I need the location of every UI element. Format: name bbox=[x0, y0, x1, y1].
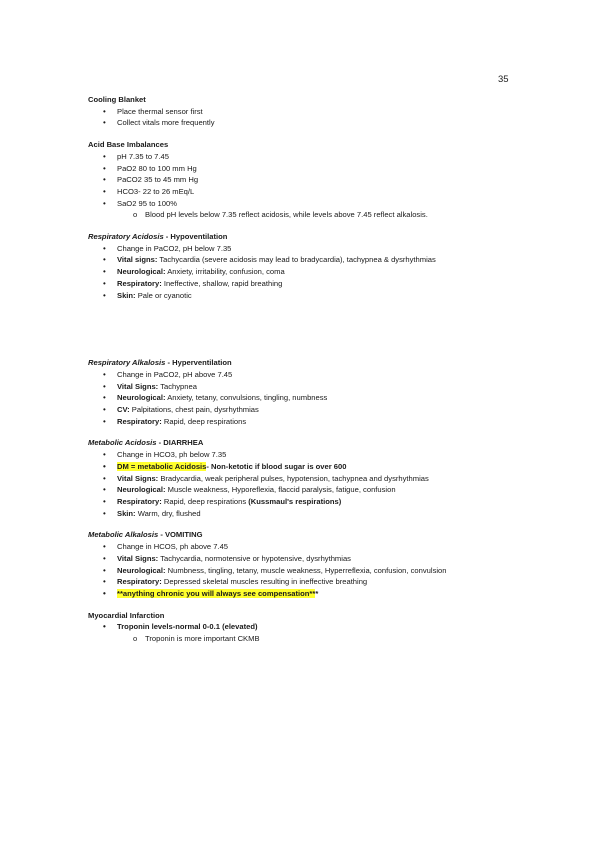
item-text: Tachycardia, normotensive or hypotensive, dysrhythmias bbox=[158, 553, 351, 563]
list-item: • PaCO2 35 to 45 mm Hg bbox=[88, 174, 528, 186]
list-item bbox=[88, 565, 528, 577]
item-text: Rapid, deep respirations bbox=[161, 416, 247, 426]
highlighted-text: **anything chronic you will always see compensation** bbox=[117, 588, 316, 598]
section-respiratory-acidosis bbox=[88, 231, 528, 301]
heading-rest: - Hyperventilation bbox=[165, 358, 232, 368]
item-label: Neurological: bbox=[117, 267, 166, 277]
item-text: * bbox=[315, 588, 319, 598]
heading-acid-base: Acid Base Imbalances bbox=[88, 140, 169, 150]
list-item bbox=[88, 290, 528, 302]
list-item: • Change in PaCO2, pH below 7.35 bbox=[88, 243, 528, 255]
item-label: Respiratory: bbox=[117, 496, 162, 506]
item-label: Neurological: bbox=[117, 393, 166, 403]
item-label: Respiratory: bbox=[117, 577, 162, 587]
item-text: - Non-ketotic if blood sugar is over 600 bbox=[206, 461, 347, 471]
mi-list bbox=[88, 621, 528, 644]
item-bold-text: (Kussmaul's respirations) bbox=[248, 496, 342, 506]
list-item bbox=[88, 484, 528, 496]
cooling-list bbox=[88, 106, 528, 129]
document-body bbox=[88, 94, 528, 655]
item-label: Vital Signs: bbox=[117, 381, 159, 391]
item-text: Depressed skeletal muscles resulting in ineffective breathing bbox=[161, 577, 368, 587]
page-number: 35 bbox=[498, 74, 509, 85]
list-item bbox=[88, 588, 528, 600]
list-item bbox=[88, 496, 528, 508]
list-item bbox=[88, 461, 528, 473]
section-metabolic-alkalosis bbox=[88, 529, 528, 599]
heading-em: Metabolic Alkalosis bbox=[88, 530, 159, 540]
item-text: Rapid, deep respirations bbox=[161, 496, 249, 506]
list-item bbox=[88, 473, 528, 485]
list-item: • PaO2 80 to 100 mm Hg bbox=[88, 163, 528, 175]
section-respiratory-alkalosis bbox=[88, 357, 528, 427]
heading-cooling-blanket: Cooling Blanket bbox=[88, 95, 146, 104]
list-item bbox=[88, 266, 528, 278]
item-label: Vital signs: bbox=[117, 255, 158, 265]
heading-myocardial-infarction: Myocardial Infarction bbox=[88, 610, 165, 620]
metabolic-acidosis-list bbox=[88, 449, 528, 519]
item-label: Neurological: bbox=[117, 485, 166, 495]
item-label: Vital Signs: bbox=[117, 553, 159, 563]
item-text: Ineffective, shallow, rapid breathing bbox=[161, 278, 283, 288]
list-item bbox=[88, 416, 528, 428]
heading-rest: - VOMITING bbox=[158, 530, 203, 540]
heading-respiratory-acidosis bbox=[88, 231, 528, 243]
acid-base-list bbox=[88, 151, 528, 221]
item-text: Muscle weakness, Hyporeflexia, flaccid paralysis, fatigue, confusion bbox=[165, 485, 396, 495]
list-item: • Change in HCO3, ph below 7.35 bbox=[88, 449, 528, 461]
list-item bbox=[88, 254, 528, 266]
item-label: Skin: bbox=[117, 290, 136, 300]
item-label: Respiratory: bbox=[117, 416, 162, 426]
item-text: Tachypnea bbox=[158, 381, 197, 391]
item-label: Skin: bbox=[117, 508, 136, 518]
heading-metabolic-alkalosis bbox=[88, 529, 528, 541]
item-text: Anxiety, tetany, convulsions, tingling, numbness bbox=[165, 393, 328, 403]
list-item bbox=[88, 404, 528, 416]
heading-em: Respiratory Alkalosis bbox=[88, 358, 166, 368]
item-text: Pale or cyanotic bbox=[135, 290, 192, 300]
item-text: Numbness, tingling, tetany, muscle weakness, Hyperreflexia, confusion, convulsion bbox=[165, 565, 447, 575]
item-label: Vital Signs: bbox=[117, 473, 159, 483]
item-label: Respiratory: bbox=[117, 278, 162, 288]
list-item: • pH 7.35 to 7.45 bbox=[88, 151, 528, 163]
item-text: Tachycardia (severe acidosis may lead to bradycardia), tachypnea & dysrhythmias bbox=[157, 255, 436, 265]
item-label: CV: bbox=[117, 405, 130, 415]
sub-list-item: o Blood pH levels below 7.35 reflect acidosis, while levels above 7.45 reflect alkalosis. bbox=[88, 209, 528, 221]
item-text: Warm, dry, flushed bbox=[135, 508, 201, 518]
list-item bbox=[88, 392, 528, 404]
heading-em: Respiratory Acidosis bbox=[88, 232, 164, 242]
list-item bbox=[88, 553, 528, 565]
list-item: • Troponin levels-normal 0-0.1 (elevated) bbox=[88, 621, 528, 633]
list-item bbox=[88, 278, 528, 290]
heading-rest: - DIARRHEA bbox=[156, 438, 204, 448]
item-text: Bradycardia, weak peripheral pulses, hypotension, tachypnea and dysrhythmias bbox=[158, 473, 429, 483]
highlighted-text: DM = metabolic Acidosis bbox=[117, 461, 207, 471]
respiratory-alkalosis-list bbox=[88, 369, 528, 428]
blank-space bbox=[88, 311, 528, 357]
list-item bbox=[88, 576, 528, 588]
section-cooling-blanket bbox=[88, 94, 528, 129]
list-item: • Change in HCOS, ph above 7.45 bbox=[88, 541, 528, 553]
list-item: • Place thermal sensor first bbox=[88, 106, 528, 118]
list-item: • Collect vitals more frequently bbox=[88, 117, 528, 129]
section-acid-base bbox=[88, 139, 528, 221]
list-item: • HCO3- 22 to 26 mEq/L bbox=[88, 186, 528, 198]
heading-rest: - Hypoventilation bbox=[163, 232, 228, 242]
list-item: • Change in PaCO2, pH above 7.45 bbox=[88, 369, 528, 381]
metabolic-alkalosis-list bbox=[88, 541, 528, 600]
list-item bbox=[88, 508, 528, 520]
heading-metabolic-acidosis bbox=[88, 437, 528, 449]
item-text: Anxiety, irritability, confusion, coma bbox=[165, 267, 285, 277]
list-item bbox=[88, 381, 528, 393]
sub-list-item: o Troponin is more important CKMB bbox=[88, 633, 528, 645]
item-label: Neurological: bbox=[117, 565, 166, 575]
heading-respiratory-alkalosis bbox=[88, 357, 528, 369]
heading-em: Metabolic Acidosis bbox=[88, 438, 157, 448]
list-item: • SaO2 95 to 100% bbox=[88, 198, 528, 210]
section-myocardial-infarction bbox=[88, 610, 528, 645]
respiratory-acidosis-list bbox=[88, 243, 528, 302]
item-text: Palpitations, chest pain, dysrhythmias bbox=[129, 405, 259, 415]
section-metabolic-acidosis bbox=[88, 437, 528, 519]
